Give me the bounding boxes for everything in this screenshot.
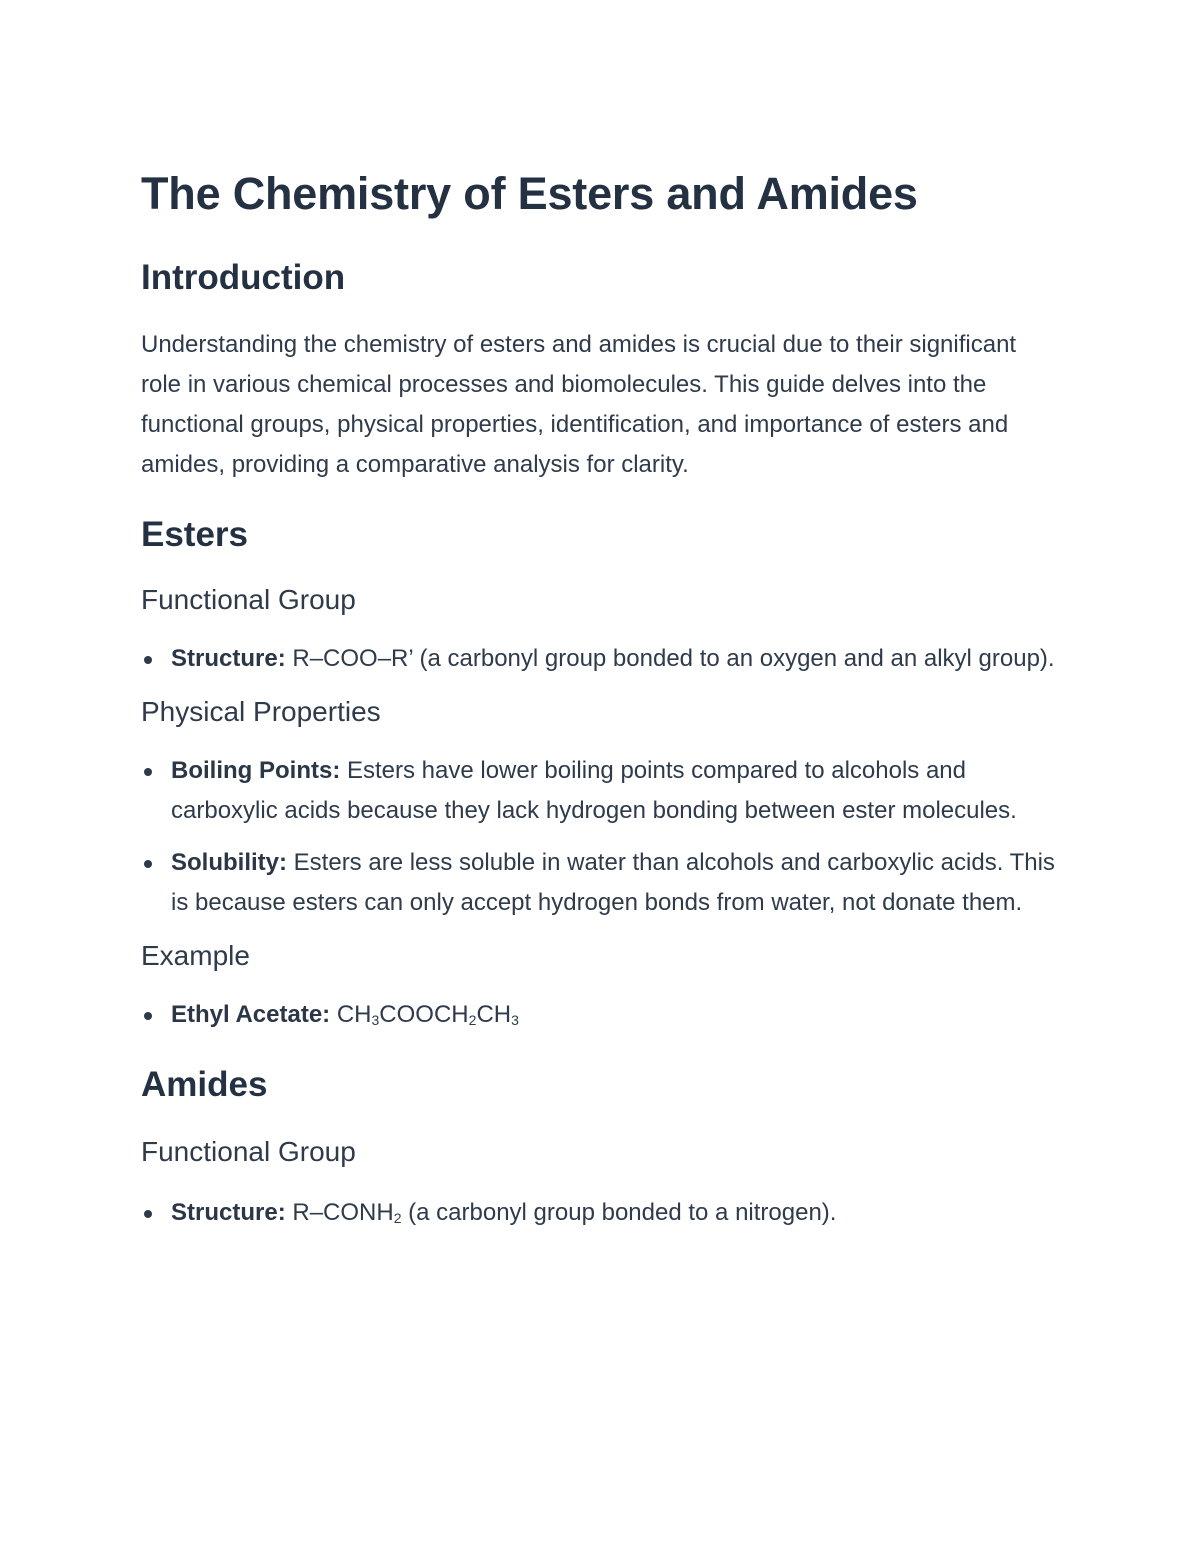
amides-heading: Amides <box>141 1065 268 1104</box>
introduction-paragraph: Understanding the chemistry of esters and amides is crucial due to their significant role in various chemical processes and biomolecules. This guide delves into the functional groups, physical properties, identification, and importance of esters and amides, providing a comparative analysis for clarity. <box>141 331 1017 478</box>
list-item-text: R–COO–R’ (a carbonyl group bonded to an oxygen and an alkyl group). <box>285 645 1055 672</box>
list-item-term: Structure: <box>171 645 286 672</box>
esters-physical-properties-list <box>141 751 1061 923</box>
formula-subscript: 3 <box>511 1012 519 1028</box>
chemical-formula <box>286 1199 837 1226</box>
chemical-formula <box>330 1001 519 1028</box>
amides-functional-group-heading: Functional Group <box>141 1136 356 1167</box>
list-item-text: Esters are less soluble in water than alcohols and carboxylic acids. This is because esters can only accept hydrogen bonds from water, not donate them. <box>171 849 1055 916</box>
list-item <box>141 751 1061 831</box>
formula-part: (a carbonyl group bonded to a nitrogen). <box>401 1199 837 1226</box>
document-title: The Chemistry of Esters and Amides <box>141 168 918 219</box>
amides-functional-group-list <box>141 1193 1061 1233</box>
list-item <box>141 995 1061 1035</box>
esters-example-heading: Example <box>141 940 250 971</box>
list-item <box>141 1193 1061 1233</box>
esters-functional-group-heading: Functional Group <box>141 584 356 615</box>
formula-subscript: 2 <box>468 1012 477 1028</box>
esters-example-list <box>141 995 1061 1035</box>
esters-physical-properties-heading: Physical Properties <box>141 696 381 727</box>
list-item <box>141 639 1061 679</box>
list-item-term: Solubility: <box>171 849 287 876</box>
list-item-term: Boiling Points: <box>171 757 341 784</box>
formula-part: CH <box>330 1001 372 1028</box>
formula-part: CH <box>476 1001 512 1028</box>
esters-heading: Esters <box>141 515 249 554</box>
list-item <box>141 843 1061 923</box>
formula-part: COOCH <box>379 1001 469 1028</box>
list-item-term: Structure: <box>171 1199 286 1226</box>
formula-subscript: 3 <box>371 1012 380 1028</box>
formula-subscript: 2 <box>393 1210 402 1226</box>
list-item-text: Esters have lower boiling points compared to alcohols and carboxylic acids because they lack hydrogen bonding between ester molecules. <box>171 757 1017 824</box>
list-item-term: Ethyl Acetate: <box>171 1001 331 1028</box>
formula-part: R–CONH <box>285 1199 394 1226</box>
esters-functional-group-list <box>141 639 1061 679</box>
document-page <box>141 165 1061 1233</box>
introduction-heading: Introduction <box>141 258 346 297</box>
